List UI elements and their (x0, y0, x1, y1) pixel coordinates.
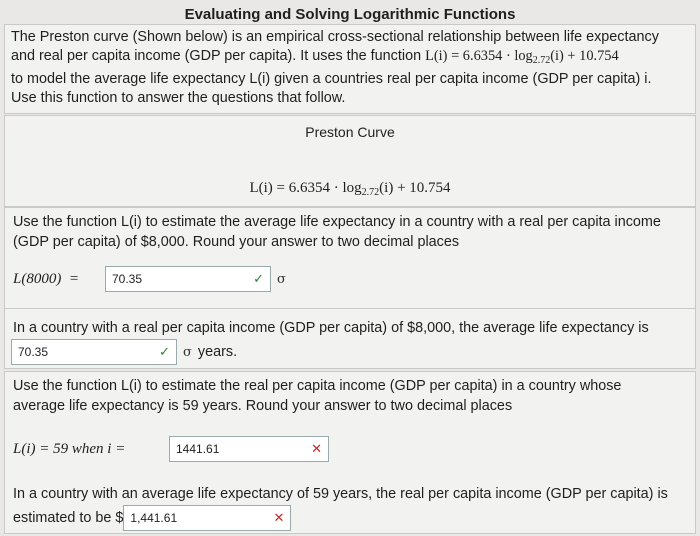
q1-answer-value: 70.35 (112, 272, 143, 286)
intro-line-3: to model the average life expectancy L(i) given a countries real per capita income (GDP per capita) i. (11, 71, 652, 87)
q2-answer-field[interactable] (169, 436, 329, 462)
question-1-panel (4, 207, 696, 369)
intro-line-1: The Preston curve (Shown below) is an empirical cross-sectional relationship between life expectancy (11, 29, 659, 45)
chart-formula: $L(i) = 6.6354 \cdot \log_{2.72}(i) + 10.754$ (249, 180, 451, 198)
intro-panel (4, 24, 696, 114)
q1-prompt-line-1: Use the function L(i) to estimate the average life expectancy in a country with a real per capita income (13, 214, 661, 230)
question-2-panel (4, 371, 696, 534)
page-title: Evaluating and Solving Logarithmic Functions (184, 6, 516, 23)
intro-line-2: and real per capita income (GDP per capita). It uses the function $L(i) = 6.6354 \cdot \log_{2.72}(i) + 10.754$ (11, 48, 619, 66)
q2-statement-line-1: In a country with an average life expectancy of 59 years, the real per capita income (GDP per capita) is (13, 486, 668, 502)
q2-answer-value: 1441.61 (176, 442, 220, 456)
q1-equation-label: L(8000) = (13, 270, 79, 287)
intro-formula: $L(i) = 6.6354 \cdot \log_{2.72}(i) + 10.754$ (425, 48, 619, 66)
q1-answer-field[interactable] (105, 266, 271, 292)
intro-line-4: Use this function to answer the questions that follow. (11, 90, 346, 106)
check-icon: ✓ (253, 271, 264, 286)
unit-label: years. (197, 344, 238, 360)
cross-icon: ✕ (273, 510, 285, 525)
q1-prompt-line-2: (GDP per capita) of $8,000. Round your answer to two decimal places (13, 234, 460, 250)
chart-title: Preston Curve (305, 124, 395, 140)
q2-prompt-line-2: average life expectancy is 59 years. Round your answer to two decimal places (13, 398, 513, 414)
sigma-icon[interactable]: σ (183, 344, 192, 360)
chart-panel (4, 115, 696, 207)
q2-statement-answer-value: 1,441.61 (130, 511, 178, 525)
cross-icon: ✕ (311, 441, 322, 456)
q2-statement-answer-field[interactable] (123, 505, 291, 531)
q1-statement: In a country with a real per capita income (GDP per capita) of $8,000, the average life expectancy is (13, 320, 649, 336)
q1-statement-answer-field[interactable] (11, 339, 177, 365)
q2-equation-label: L(i) = 59 when i = (13, 440, 126, 457)
check-icon: ✓ (159, 344, 170, 359)
q2-statement-line-2: estimated to be $ (13, 510, 124, 526)
q1-statement-answer-value: 70.35 (18, 345, 49, 359)
q2-prompt-line-1: Use the function L(i) to estimate the real per capita income (GDP per capita) in a country whose (13, 378, 622, 394)
sigma-icon[interactable]: σ (277, 271, 286, 287)
